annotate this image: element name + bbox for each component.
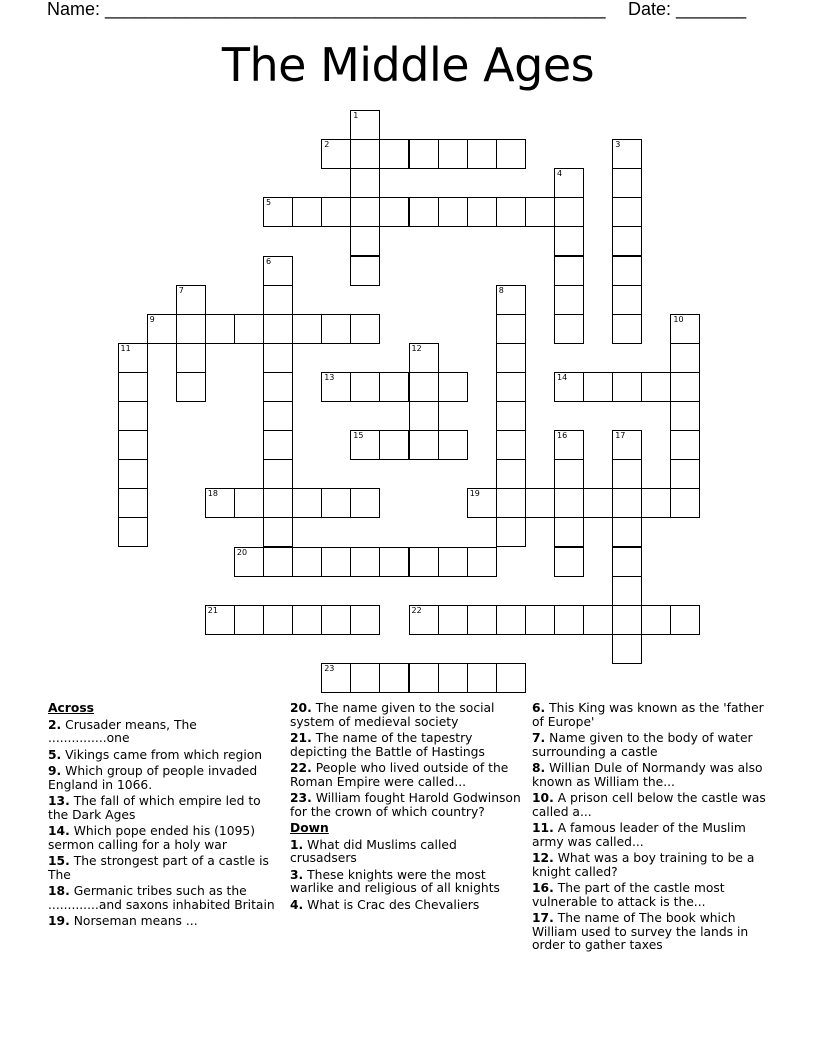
crossword-cell[interactable] <box>350 372 380 402</box>
crossword-cell[interactable] <box>554 226 584 256</box>
across-clue-15: 15. The strongest part of a castle is The <box>48 854 269 882</box>
crossword-cell[interactable] <box>641 488 671 518</box>
down-clue-4: 4. What is Crac des Chevaliers <box>290 897 480 912</box>
crossword-cell[interactable] <box>612 256 642 286</box>
crossword-cell[interactable] <box>612 226 642 256</box>
crossword-cell[interactable] <box>350 488 380 518</box>
crossword-cell[interactable] <box>205 488 235 518</box>
clue-number: 2 <box>324 140 330 150</box>
clue-number: 3 <box>615 140 621 150</box>
clue-number: 1 <box>353 111 359 120</box>
across-clue-5: 5. Vikings came from which region <box>48 747 263 762</box>
clue-number: 8 <box>498 285 504 295</box>
across-clue-2: 2. Crusader means, The ...............one <box>48 717 197 745</box>
down-clue-12: 12. What was a boy training to be a knight called? <box>532 851 755 879</box>
crossword-cell[interactable] <box>263 430 293 460</box>
crossword-cell[interactable] <box>263 372 293 402</box>
crossword-cell[interactable] <box>612 576 642 606</box>
crossword-cell[interactable] <box>409 343 439 373</box>
crossword-cell[interactable] <box>612 139 642 169</box>
crossword-cell[interactable] <box>234 605 264 635</box>
crossword-cell[interactable] <box>321 605 351 635</box>
crossword-cell[interactable] <box>554 256 584 286</box>
crossword-cell[interactable] <box>350 168 380 198</box>
across-clue-13: 13. The fall of which empire led to the Dark Ages <box>48 794 261 822</box>
crossword-cell[interactable] <box>670 372 700 402</box>
across-clue-22: 22. People who lived outside of the Roman Empire were called... <box>290 761 509 789</box>
crossword-cell[interactable] <box>118 401 148 431</box>
crossword-cell[interactable] <box>583 605 613 635</box>
down-clue-6: 6. This King was known as the 'father of Europe' <box>532 701 764 729</box>
clue-number: 5 <box>266 198 272 208</box>
crossword-cell[interactable] <box>612 517 642 547</box>
crossword-cell[interactable] <box>583 488 613 518</box>
crossword-cell[interactable] <box>321 372 351 402</box>
crossword-cell[interactable] <box>379 663 409 693</box>
crossword-cell[interactable] <box>292 547 322 577</box>
crossword-cell[interactable] <box>554 605 584 635</box>
crossword-cell[interactable] <box>205 605 235 635</box>
crossword-cell[interactable] <box>496 430 526 460</box>
crossword-cell[interactable] <box>670 459 700 489</box>
date-field[interactable]: Date: _______ <box>628 0 747 19</box>
crossword-cell[interactable] <box>292 488 322 518</box>
crossword-cell[interactable] <box>525 605 555 635</box>
clue-number: 17 <box>615 431 626 441</box>
clues-column-1 <box>48 702 280 932</box>
crossword-cell[interactable] <box>292 197 322 227</box>
crossword-cell[interactable] <box>350 605 380 635</box>
crossword-cell[interactable] <box>438 372 468 402</box>
crossword-cell[interactable] <box>612 372 642 402</box>
crossword-cell[interactable] <box>554 488 584 518</box>
crossword-cell[interactable] <box>263 401 293 431</box>
crossword-cell[interactable] <box>467 547 497 577</box>
clue-number: 6 <box>266 256 272 266</box>
crossword-cell[interactable] <box>321 314 351 344</box>
crossword-cell[interactable] <box>379 139 409 169</box>
crossword-cell[interactable] <box>263 605 293 635</box>
crossword-cell[interactable] <box>612 605 642 635</box>
across-heading: Across <box>48 701 94 715</box>
crossword-cell[interactable] <box>350 547 380 577</box>
crossword-cell[interactable] <box>438 139 468 169</box>
crossword-cell[interactable] <box>409 605 439 635</box>
crossword-cell[interactable] <box>379 197 409 227</box>
crossword-cell[interactable] <box>612 634 642 664</box>
crossword-cell[interactable] <box>379 372 409 402</box>
crossword-cell[interactable] <box>321 139 351 169</box>
crossword-cell[interactable] <box>496 372 526 402</box>
clue-number: 22 <box>411 605 422 615</box>
crossword-cell[interactable] <box>118 343 148 373</box>
crossword-cell[interactable] <box>263 488 293 518</box>
crossword-cell[interactable] <box>554 517 584 547</box>
crossword-cell[interactable] <box>118 517 148 547</box>
crossword-cell[interactable] <box>496 285 526 315</box>
crossword-cell[interactable] <box>263 517 293 547</box>
crossword-cell[interactable] <box>641 372 671 402</box>
crossword-cell[interactable] <box>118 372 148 402</box>
crossword-cell[interactable] <box>583 372 613 402</box>
crossword-cell[interactable] <box>118 488 148 518</box>
crossword-cell[interactable] <box>379 547 409 577</box>
crossword-cell[interactable] <box>438 663 468 693</box>
crossword-cell[interactable] <box>118 459 148 489</box>
down-clue-16: 16. The part of the castle most vulnerable to attack is the... <box>532 881 725 909</box>
down-heading: Down <box>290 821 329 835</box>
crossword-cell[interactable] <box>496 401 526 431</box>
crossword-cell[interactable] <box>409 401 439 431</box>
clue-number: 10 <box>673 314 684 324</box>
crossword-cell[interactable] <box>612 285 642 315</box>
crossword-cell[interactable] <box>176 314 206 344</box>
crossword-cell[interactable] <box>467 663 497 693</box>
crossword-cell[interactable] <box>612 430 642 460</box>
crossword-cell[interactable] <box>612 547 642 577</box>
crossword-cell[interactable] <box>350 430 380 460</box>
across-clue-19: 19. Norseman means ... <box>48 914 198 928</box>
crossword-cell[interactable] <box>438 547 468 577</box>
clue-number: 13 <box>324 372 335 382</box>
down-clue-8: 8. Willian Dule of Normandy was also known as William the... <box>532 761 763 789</box>
clue-number: 19 <box>469 489 480 499</box>
across-clue-14: 14. Which pope ended his (1095) sermon calling for a holy war <box>48 824 256 852</box>
clue-number: 16 <box>557 431 568 441</box>
crossword-cell[interactable] <box>641 605 671 635</box>
crossword-cell[interactable] <box>670 343 700 373</box>
crossword-cell[interactable] <box>670 401 700 431</box>
name-field[interactable]: Name: __________________________________________________ <box>47 0 606 19</box>
crossword-cell[interactable] <box>670 488 700 518</box>
crossword-cell[interactable] <box>467 605 497 635</box>
crossword-cell[interactable] <box>263 547 293 577</box>
clue-number: 12 <box>411 343 422 353</box>
crossword-cell[interactable] <box>554 168 584 198</box>
crossword-cell[interactable] <box>467 488 497 518</box>
crossword-cell[interactable] <box>409 663 439 693</box>
crossword-cell[interactable] <box>350 663 380 693</box>
across-clue-18: 18. Germanic tribes such as the .............and saxons inhabited Britain <box>48 884 275 912</box>
down-clue-1: 1. What did Muslims called crusadsers <box>290 837 457 865</box>
crossword-cell[interactable] <box>234 547 264 577</box>
crossword-cell[interactable] <box>525 488 555 518</box>
crossword-cell[interactable] <box>350 197 380 227</box>
crossword-cell[interactable] <box>554 197 584 227</box>
crossword-cell[interactable] <box>350 226 380 256</box>
crossword-cell[interactable] <box>350 314 380 344</box>
across-clue-20: 20. The name given to the social system of medieval society <box>290 701 495 729</box>
down-clue-17: 17. The name of The book which William used to survey the lands in order to gather taxes <box>532 911 749 952</box>
crossword-cell[interactable] <box>321 663 351 693</box>
clue-number: 9 <box>149 314 155 324</box>
crossword-cell[interactable] <box>147 314 177 344</box>
across-clue-9: 9. Which group of people invaded England in 1066. <box>48 764 258 792</box>
crossword-cell[interactable] <box>292 605 322 635</box>
crossword-cell[interactable] <box>554 314 584 344</box>
crossword-cell[interactable] <box>263 343 293 373</box>
clue-number: 21 <box>207 605 218 615</box>
crossword-cell[interactable] <box>350 139 380 169</box>
clues-column-3 <box>532 702 768 956</box>
crossword-cell[interactable] <box>554 459 584 489</box>
crossword-cell[interactable] <box>467 197 497 227</box>
crossword-cell[interactable] <box>612 168 642 198</box>
crossword-cell[interactable] <box>496 488 526 518</box>
clue-number: 23 <box>324 663 335 673</box>
crossword-cell[interactable] <box>554 547 584 577</box>
crossword-cell[interactable] <box>438 197 468 227</box>
crossword-cell[interactable] <box>612 197 642 227</box>
down-clue-7: 7. Name given to the body of water surrounding a castle <box>532 731 753 759</box>
crossword-cell[interactable] <box>176 343 206 373</box>
crossword-cell[interactable] <box>321 547 351 577</box>
crossword-cell[interactable] <box>525 197 555 227</box>
crossword-cell[interactable] <box>263 314 293 344</box>
crossword-cell[interactable] <box>379 430 409 460</box>
crossword-cell[interactable] <box>554 372 584 402</box>
crossword-cell[interactable] <box>496 343 526 373</box>
crossword-cell[interactable] <box>234 314 264 344</box>
down-clue-10: 10. A prison cell below the castle was called a... <box>532 791 766 819</box>
crossword-cell[interactable] <box>409 197 439 227</box>
crossword-cell[interactable] <box>263 197 293 227</box>
crossword-cell[interactable] <box>612 459 642 489</box>
crossword-cell[interactable] <box>263 256 293 286</box>
crossword-cell[interactable] <box>176 372 206 402</box>
crossword-cell[interactable] <box>409 372 439 402</box>
crossword-cell[interactable] <box>321 197 351 227</box>
crossword-cell[interactable] <box>496 314 526 344</box>
crossword-cell[interactable] <box>496 139 526 169</box>
crossword-cell[interactable] <box>409 430 439 460</box>
crossword-cell[interactable] <box>263 459 293 489</box>
crossword-cell[interactable] <box>263 285 293 315</box>
crossword-cell[interactable] <box>350 256 380 286</box>
clues-column-2 <box>290 702 522 915</box>
crossword-cell[interactable] <box>321 488 351 518</box>
clue-number: 7 <box>178 285 184 295</box>
crossword-cell[interactable] <box>670 430 700 460</box>
crossword-cell[interactable] <box>350 110 380 140</box>
crossword-cell[interactable] <box>670 605 700 635</box>
crossword-cell[interactable] <box>409 547 439 577</box>
crossword-cell[interactable] <box>496 459 526 489</box>
crossword-cell[interactable] <box>118 430 148 460</box>
crossword-cell[interactable] <box>554 430 584 460</box>
crossword-cell[interactable] <box>205 314 235 344</box>
clue-number: 18 <box>207 489 218 499</box>
crossword-cell[interactable] <box>554 285 584 315</box>
page-title: The Middle Ages <box>221 38 595 92</box>
crossword-cell[interactable] <box>496 197 526 227</box>
crossword-cell[interactable] <box>438 605 468 635</box>
crossword-cell[interactable] <box>234 488 264 518</box>
crossword-cell[interactable] <box>670 314 700 344</box>
clue-number: 4 <box>557 169 563 179</box>
across-clue-23: 23. William fought Harold Godwinson for the crown of which country? <box>290 791 521 819</box>
crossword-cell[interactable] <box>496 605 526 635</box>
crossword-cell[interactable] <box>612 314 642 344</box>
crossword-cell[interactable] <box>438 430 468 460</box>
crossword-cell[interactable] <box>496 517 526 547</box>
across-clue-21: 21. The name of the tapestry depicting the Battle of Hastings <box>290 731 485 759</box>
crossword-cell[interactable] <box>467 139 497 169</box>
crossword-cell[interactable] <box>176 285 206 315</box>
crossword-cell[interactable] <box>292 314 322 344</box>
down-clue-11: 11. A famous leader of the Muslim army was called... <box>532 821 746 849</box>
clue-number: 14 <box>557 372 568 382</box>
clue-number: 15 <box>353 431 364 441</box>
clue-number: 20 <box>236 547 248 557</box>
crossword-cell[interactable] <box>612 488 642 518</box>
clue-number: 11 <box>120 343 131 353</box>
down-clue-3: 3. These knights were the most warlike and religious of all knights <box>290 867 500 895</box>
crossword-cell[interactable] <box>409 139 439 169</box>
crossword-cell[interactable] <box>496 663 526 693</box>
